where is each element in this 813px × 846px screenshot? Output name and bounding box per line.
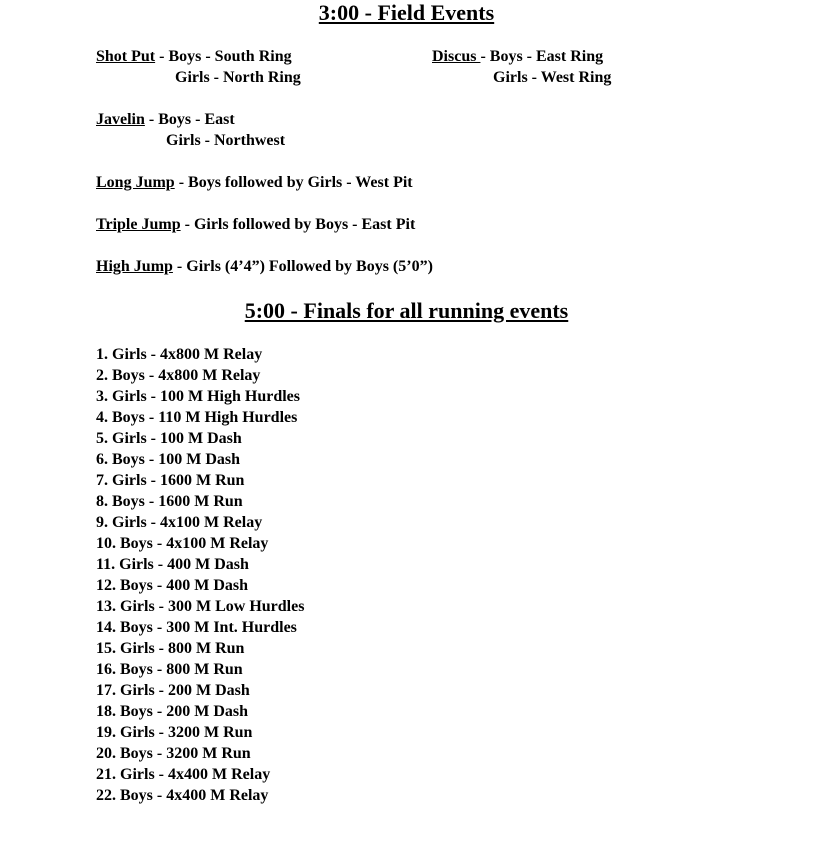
discus-line	[432, 46, 603, 67]
long-jump-detail: - Boys followed by Girls - West Pit	[174, 174, 413, 191]
list-item: 22. Boys - 4x400 M Relay	[96, 787, 269, 804]
list-item: 1. Girls - 4x800 M Relay	[96, 346, 263, 363]
list-item: 17. Girls - 200 M Dash	[96, 682, 250, 699]
list-item: 7. Girls - 1600 M Run	[96, 472, 245, 489]
list-item: 11. Girls - 400 M Dash	[96, 556, 249, 573]
list-item: 13. Girls - 300 M Low Hurdles	[96, 598, 305, 615]
list-item: 2. Boys - 4x800 M Relay	[96, 367, 261, 384]
list-item: 3. Girls - 100 M High Hurdles	[96, 388, 300, 405]
high-jump-line	[96, 256, 433, 277]
list-item: 14. Boys - 300 M Int. Hurdles	[96, 619, 297, 636]
list-item: 19. Girls - 3200 M Run	[96, 724, 253, 741]
long-jump-line	[96, 172, 413, 193]
discus-boys: - Boys - East Ring	[480, 48, 604, 65]
field-events-heading: 3:00 - Field Events	[318, 0, 495, 25]
list-item: 9. Girls - 4x100 M Relay	[96, 514, 263, 531]
list-item: 12. Boys - 400 M Dash	[96, 577, 249, 594]
shot-put-line	[96, 46, 292, 67]
shot-put-boys: - Boys - South Ring	[155, 48, 292, 65]
running-events-list	[96, 344, 304, 806]
discus-girls: Girls - West Ring	[493, 69, 612, 86]
javelin-boys: - Boys - East	[144, 111, 235, 128]
finals-heading: 5:00 - Finals for all running events	[244, 298, 569, 323]
list-item: 4. Boys - 110 M High Hurdles	[96, 409, 298, 426]
shot-put-title: Shot Put	[96, 48, 156, 65]
list-item: 20. Boys - 3200 M Run	[96, 745, 251, 762]
list-item: 6. Boys - 100 M Dash	[96, 451, 241, 468]
list-item: 16. Boys - 800 M Run	[96, 661, 243, 678]
list-item: 18. Boys - 200 M Dash	[96, 703, 249, 720]
triple-jump-line	[96, 214, 415, 235]
javelin-girls: Girls - Northwest	[166, 132, 286, 149]
list-item: 10. Boys - 4x100 M Relay	[96, 535, 269, 552]
javelin-line	[96, 109, 235, 130]
javelin-title: Javelin	[96, 111, 145, 128]
triple-jump-detail: - Girls followed by Boys - East Pit	[180, 216, 416, 233]
high-jump-detail: - Girls (4’4”) Followed by Boys (5’0”)	[172, 258, 433, 275]
discus-title: Discus	[432, 48, 481, 65]
high-jump-title: High Jump	[96, 258, 173, 275]
shot-put-girls: Girls - North Ring	[175, 69, 301, 86]
list-item: 5. Girls - 100 M Dash	[96, 430, 242, 447]
long-jump-title: Long Jump	[96, 174, 175, 191]
list-item: 15. Girls - 800 M Run	[96, 640, 245, 657]
list-item: 21. Girls - 4x400 M Relay	[96, 766, 271, 783]
list-item: 8. Boys - 1600 M Run	[96, 493, 243, 510]
triple-jump-title: Triple Jump	[96, 216, 181, 233]
